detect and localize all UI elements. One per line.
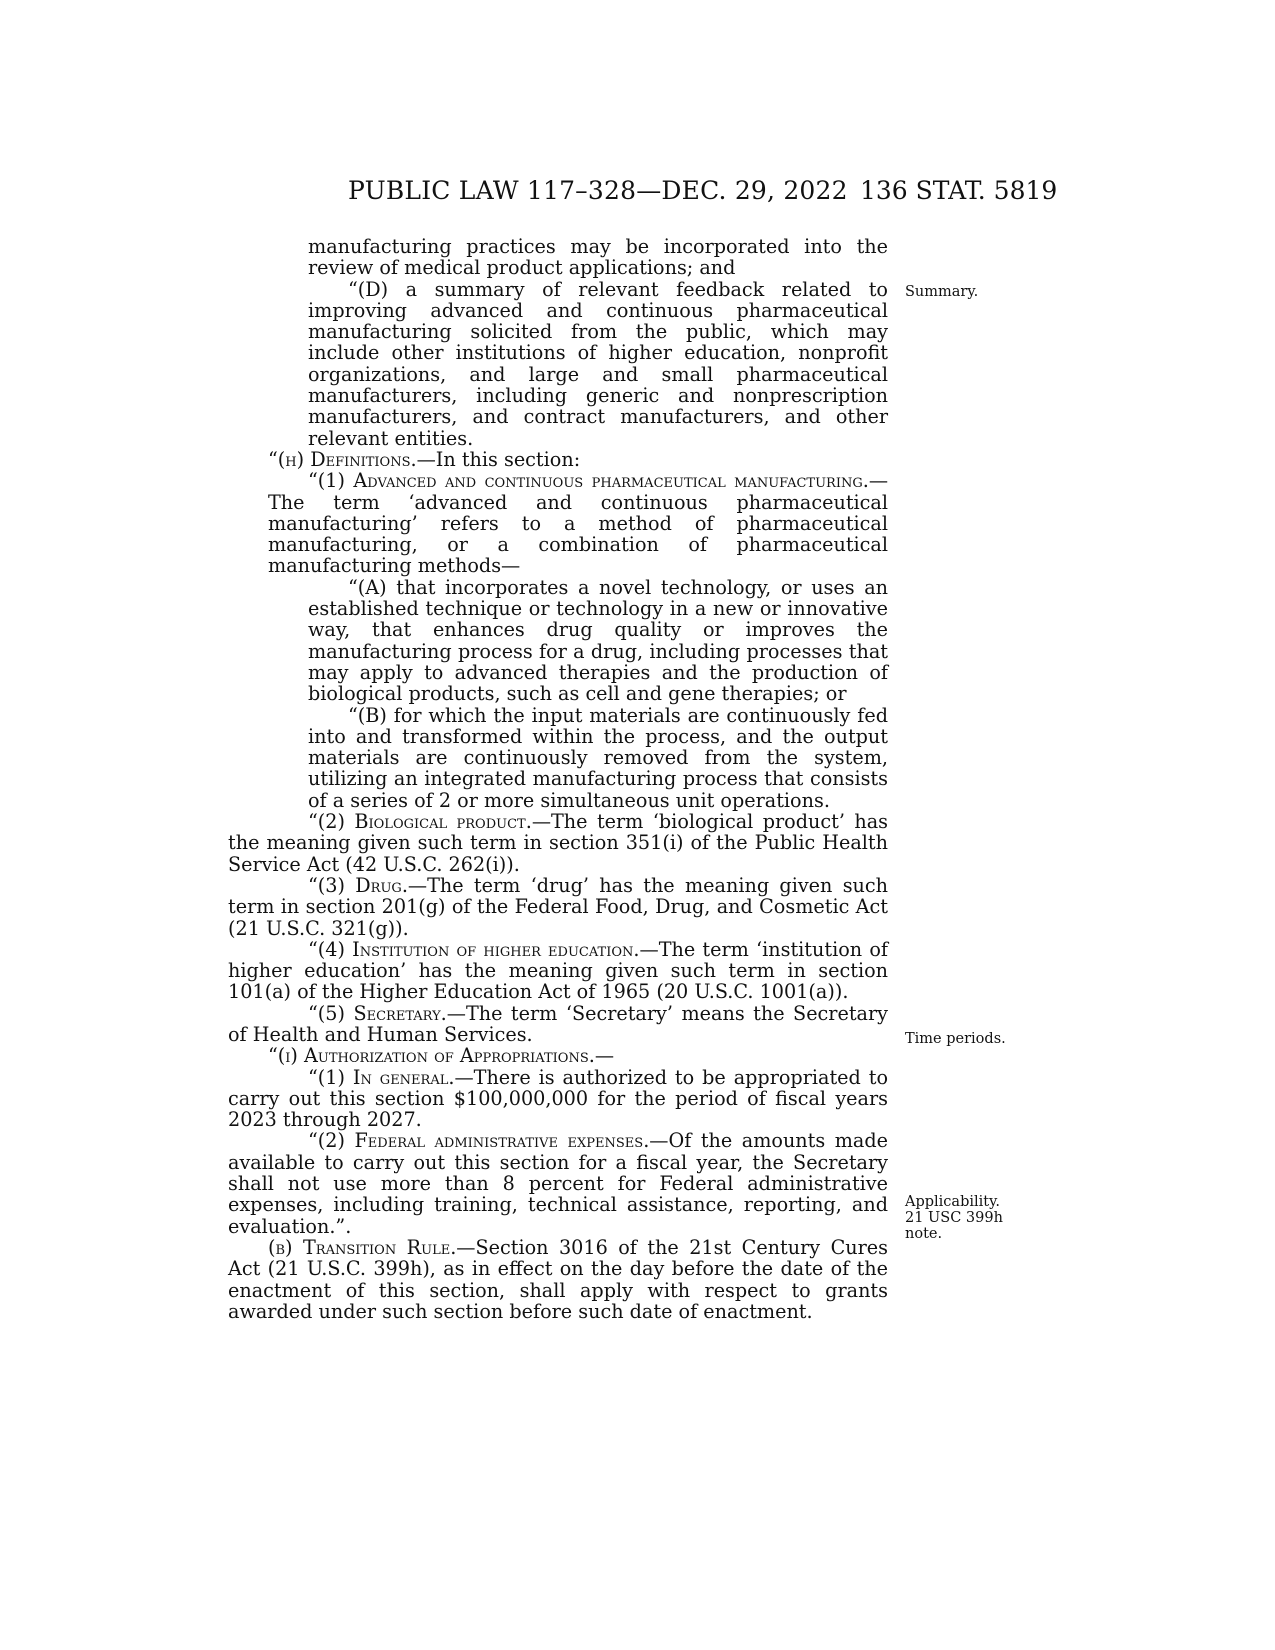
subsection-b-heading: (b) Transition Rule. xyxy=(268,1235,457,1259)
definition-3 xyxy=(228,875,888,939)
definition-5 xyxy=(228,1003,888,1046)
margin-note-time-periods: Time periods. xyxy=(905,1031,1006,1047)
subsection-b xyxy=(228,1237,888,1322)
subsection-i-1 xyxy=(228,1067,888,1131)
margin-note-usc: 21 USC 399h xyxy=(905,1210,1003,1226)
statute-page-number: 136 STAT. 5819 xyxy=(860,176,1058,205)
definition-1-heading: “(1) Advanced and continuous pharmaceutical manufacturing. xyxy=(308,469,869,493)
definition-5-text: —The term ‘Secretary’ means the Secretary of Health and Human Services. xyxy=(228,1001,888,1046)
subsection-i-1-text: —There is authorized to be appropriated to carry out this section $100,000,000 for the period of fiscal years 2023 through 2027. xyxy=(228,1065,888,1132)
subsection-i xyxy=(228,1045,888,1066)
definition-4 xyxy=(228,939,888,1003)
definition-3-text: —The term ‘drug’ has the meaning given such term in section 201(g) of the Federal Food, Drug, and Cosmetic Act (21 U.S.C. 321(g)). xyxy=(228,873,888,940)
definition-2-heading: “(2) Biological product. xyxy=(308,810,532,834)
subsection-i-1-heading: “(1) In general. xyxy=(308,1065,455,1089)
subsection-i-heading: “(i) Authorization of Appropriations. xyxy=(268,1044,595,1068)
definition-4-heading: “(4) Institution of higher education. xyxy=(308,937,640,961)
definition-5-heading: “(5) Secretary. xyxy=(308,1001,447,1025)
definition-1-a: “(A) that incorporates a novel technology, or uses an established technique or technology in a new or innovative way, that enhances drug quality or improves the manufacturing process for a drug, including processes that may apply to advanced therapies and the production of biological products, such as cell and gene therapies; or xyxy=(308,575,888,706)
subsection-h-text: —In this section: xyxy=(416,447,581,471)
margin-note-applicability xyxy=(905,1194,1003,1242)
subsection-i-2 xyxy=(228,1130,888,1236)
margin-note-applicability-label: Applicability. xyxy=(905,1194,1000,1210)
document-body xyxy=(228,236,888,1322)
definition-2-text: —The term ‘biological product’ has the meaning given such term in section 351(i) of the Public Health Service Act (42 U.S.C. 262(i)). xyxy=(228,810,888,876)
page-header xyxy=(0,176,1275,216)
subsection-i-2-text: —Of the amounts made available to carry out this section for a fiscal year, the Secretary shall not use more than 8 percent for Federal administrative expenses, including training, technical assistance, reporting, and evaluation.”. xyxy=(228,1129,888,1238)
margin-note-summary: Summary. xyxy=(905,284,979,300)
definition-1 xyxy=(228,470,888,576)
definition-3-heading: “(3) Drug. xyxy=(308,873,408,897)
paragraph-continuation: manufacturing practices may be incorporated into the review of medical product applications; and xyxy=(308,235,888,280)
subsection-i-2-heading: “(2) Federal administrative expenses. xyxy=(308,1129,650,1153)
paragraph-d: “(D) a summary of relevant feedback related to improving advanced and continuous pharmaceutical manufacturing solicited from the public, which may include other institutions of higher education, nonprofit organizations, and large and small pharmaceutical manufacturers, including generic and nonprescription manufacturers, and contract manufacturers, and other relevant entities. xyxy=(308,277,888,450)
definition-4-text: —The term ‘institution of higher education’ has the meaning given such term in section 101(a) of the Higher Education Act of 1965 (20 U.S.C. 1001(a)). xyxy=(228,937,888,1004)
subsection-b-text: —Section 3016 of the 21st Century Cures Act (21 U.S.C. 399h), as in effect on the day before the date of the enactment of this section, shall apply with respect to grants awarded under such section before such date of enactment. xyxy=(228,1235,888,1323)
margin-note-note: note. xyxy=(905,1226,943,1242)
subsection-h-heading: “(h) Definitions. xyxy=(268,447,417,471)
subsection-h xyxy=(228,449,888,470)
definition-1-b: “(B) for which the input materials are continuously fed into and transformed within the process, and the output materials are continuously removed from the system, utilizing an integrated manufacturing process that consists of a series of 2 or more simultaneous unit operations. xyxy=(308,703,888,812)
public-law-title: PUBLIC LAW 117–328—DEC. 29, 2022 xyxy=(348,176,848,205)
definition-2 xyxy=(228,811,888,875)
definition-1-text: —The term ‘advanced and continuous pharmaceutical manufacturing’ refers to a method of pharmaceutical manufacturing, or a combination of pharmaceutical manufacturing methods— xyxy=(268,469,888,578)
subsection-i-text: — xyxy=(594,1044,615,1068)
